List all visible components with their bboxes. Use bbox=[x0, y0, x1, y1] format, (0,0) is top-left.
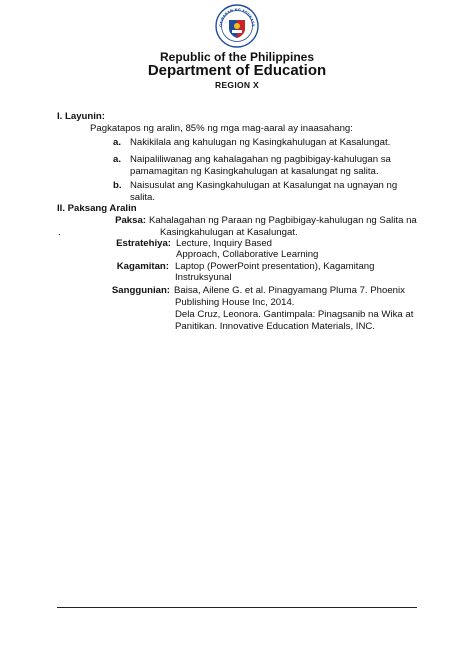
objective-marker: a. bbox=[113, 137, 122, 148]
objective-marker: b. bbox=[113, 180, 122, 191]
objective-line: salita. bbox=[130, 192, 156, 203]
sanggunian-label: Sanggunian: bbox=[111, 285, 170, 296]
country-heading: Republic of the Philippines bbox=[159, 50, 314, 64]
stray-dot: . bbox=[58, 227, 61, 238]
objective-line: Nakikilala ang kahulugan ng Kasingkahulugan at Kasalungat. bbox=[130, 137, 391, 148]
kagamitan-line: Laptop (PowerPoint presentation), Kagamitang bbox=[175, 261, 375, 272]
sanggunian-line: Panitikan. Innovative Education Materials, INC. bbox=[175, 321, 375, 332]
seal-text: GAWARAN NG EDUKASY bbox=[218, 7, 256, 28]
kagamitan-label: Kagamitan: bbox=[116, 261, 169, 272]
paksa-line: Kahalagahan ng Paraan ng Pagbibigay-kahulugan ng Salita na bbox=[149, 215, 417, 226]
objective-line: Naisusulat ang Kasingkahulugan at Kasalungat na ugnayan ng bbox=[130, 180, 398, 191]
section1-intro: Pagkatapos ng aralin, 85% ng mga mag-aaral ay inaasahang: bbox=[90, 123, 353, 134]
sanggunian-line: Dela Cruz, Leonora. Gantimpala: Pinagsanib na Wika at bbox=[175, 309, 414, 320]
estratehiya-line: Lecture, Inquiry Based bbox=[176, 238, 272, 249]
paksa-line: Kasingkahulugan at Kasalungat. bbox=[160, 227, 298, 238]
objective-line: Naipaliliwanag ang kahalagahan ng pagbibigay-kahulugan sa bbox=[130, 154, 391, 165]
region-heading: REGION X bbox=[215, 80, 259, 90]
section1-title: I. Layunin: bbox=[57, 111, 105, 122]
objective-marker: a. bbox=[113, 154, 122, 165]
department-heading: Department of Education bbox=[147, 62, 327, 79]
section2-title: II. Paksang Aralin bbox=[57, 203, 137, 214]
kagamitan-line: Instruksyunal bbox=[175, 272, 232, 283]
footer-divider bbox=[57, 607, 417, 608]
objective-line: pamamagitan ng Kasingkahulugan at kasalungat ng salita. bbox=[130, 166, 379, 177]
estratehiya-label: Estratehiya: bbox=[116, 238, 171, 249]
sanggunian-line: Baisa, Ailene G. et al. Pinagyamang Pluma 7. Phoenix bbox=[174, 285, 405, 296]
paksa-label: Paksa: bbox=[115, 215, 146, 226]
deped-seal-logo bbox=[215, 4, 259, 48]
estratehiya-line: Approach, Collaborative Learning bbox=[176, 249, 319, 260]
sanggunian-line: Publishing House Inc, 2014. bbox=[175, 297, 295, 308]
